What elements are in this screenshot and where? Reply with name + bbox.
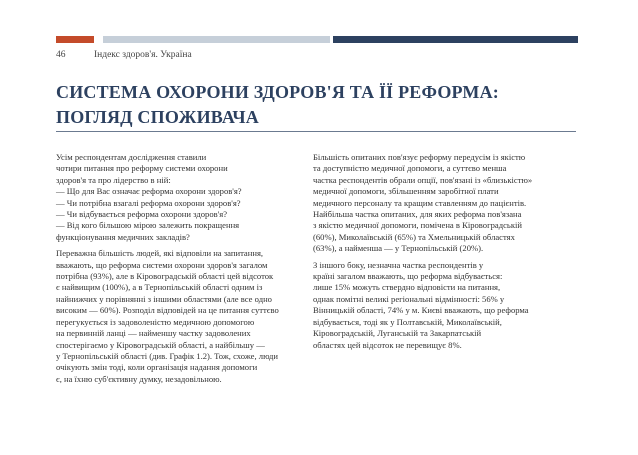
left-paragraph-1 [56,152,318,243]
right-paragraph-2 [313,260,579,351]
left-column [56,152,318,390]
text-line: потрібна (93%), але в Кіровоградській області цей відсоток [56,271,274,282]
text-line: чотири питання про реформу системи охорони [56,163,228,174]
text-line: частка респондентів обрали опції, пов'язані із «близькістю» [313,174,533,185]
page-number: 46 [56,50,66,60]
text-line: Кіровоградській, Луганській та Закарпатській [313,328,482,339]
text-line: вважають, що реформа системи охорони здоров'я загалом [56,259,268,270]
page-title [56,80,576,130]
text-line: високим — 60%). Розподіл відповідей на це питання суттєво [56,305,279,316]
header-accent-bar-navy [333,36,578,43]
text-line: (60%), Миколаївській (65%) та Хмельницькій областях [313,231,515,242]
header-accent-bar-gray [103,36,330,43]
title-divider [56,131,576,132]
text-line: Найбільша частка опитаних, для яких реформа пов'язана [313,209,522,220]
text-line: з якістю медичної допомоги, помічена в Кіровоградській [313,220,522,231]
text-line: Більшість опитаних пов'язує реформу передусім із якістю [313,152,526,162]
text-line: — Що для Вас означає реформа охорони здоров'я? [56,186,242,197]
text-line: медичного персоналу та кращим ставленням до пацієнтів. [313,197,527,208]
running-header [56,50,576,60]
text-line: областях цей відсоток не перевищує 8%. [313,339,462,350]
text-line: спостерігаємо у Кіровоградській області, а найбільшу — [56,339,265,350]
text-line: є, на їхню суб'єктивну думку, незадовільною. [56,373,222,384]
text-line: З іншого боку, незначна частка респондентів у [313,259,484,270]
running-title: Індекс здоров'я. Україна [94,50,192,60]
text-line: однак помітні великі регіональні відмінності: 56% у [313,293,505,304]
text-line: Переважна більшість людей, які відповіли на запитання, [56,248,264,259]
text-line: медичної допомоги, збільшенням заробітної плати [313,186,499,197]
text-line: — Чи потрібна взагалі реформа охорони здоров'я? [56,197,241,208]
text-line: та доступністю медичної допомоги, а суттєво менша [313,163,507,174]
page-title-line-2: ПОГЛЯД СПОЖИВАЧА [56,107,259,127]
text-line: Вінницькій області, 74% у м. Києві вважають, що реформа [313,305,529,316]
right-paragraph-1 [313,152,579,255]
text-line: у Тернопільській області (див. Графік 1.2). Тож, схоже, люди [56,350,279,361]
page-title-line-1: СИСТЕМА ОХОРОНИ ЗДОРОВ'Я ТА ЇЇ РЕФОРМА: [56,82,499,102]
text-line: відбувається, тоді як у Полтавській, Миколаївській, [313,316,502,327]
text-line: найнижчих у порівнянні з іншими областями (але все одно [56,293,272,304]
text-line: очікують змін тоді, коли організація надання допомоги [56,362,258,373]
text-line: функціонування медичних закладів? [56,231,190,242]
text-line: — Від кого більшою мірою залежить покращення [56,220,240,231]
text-line: здоров'я та про лідерство в ній: [56,174,171,185]
text-line: країні загалом вважають, що реформа відбувається: [313,271,503,282]
left-paragraph-2 [56,248,318,385]
text-line: (63%), а найменша — у Тернопільській (20%). [313,243,484,254]
text-line: на первинній ланці — найменшу частку задоволених [56,328,251,339]
right-column [313,152,579,356]
text-line: — Чи відбувається реформа охорони здоров'я? [56,209,228,220]
text-line: лише 15% можуть ствердно відповісти на питання, [313,282,501,293]
text-line: є найвищим (100%), а в Тернопільській області одним із [56,282,263,293]
text-line: перегукується із задоволеністю медичною допомогою [56,316,255,327]
text-line: Усім респондентам дослідження ставили [56,152,207,162]
header-accent-bar-red [56,36,94,43]
